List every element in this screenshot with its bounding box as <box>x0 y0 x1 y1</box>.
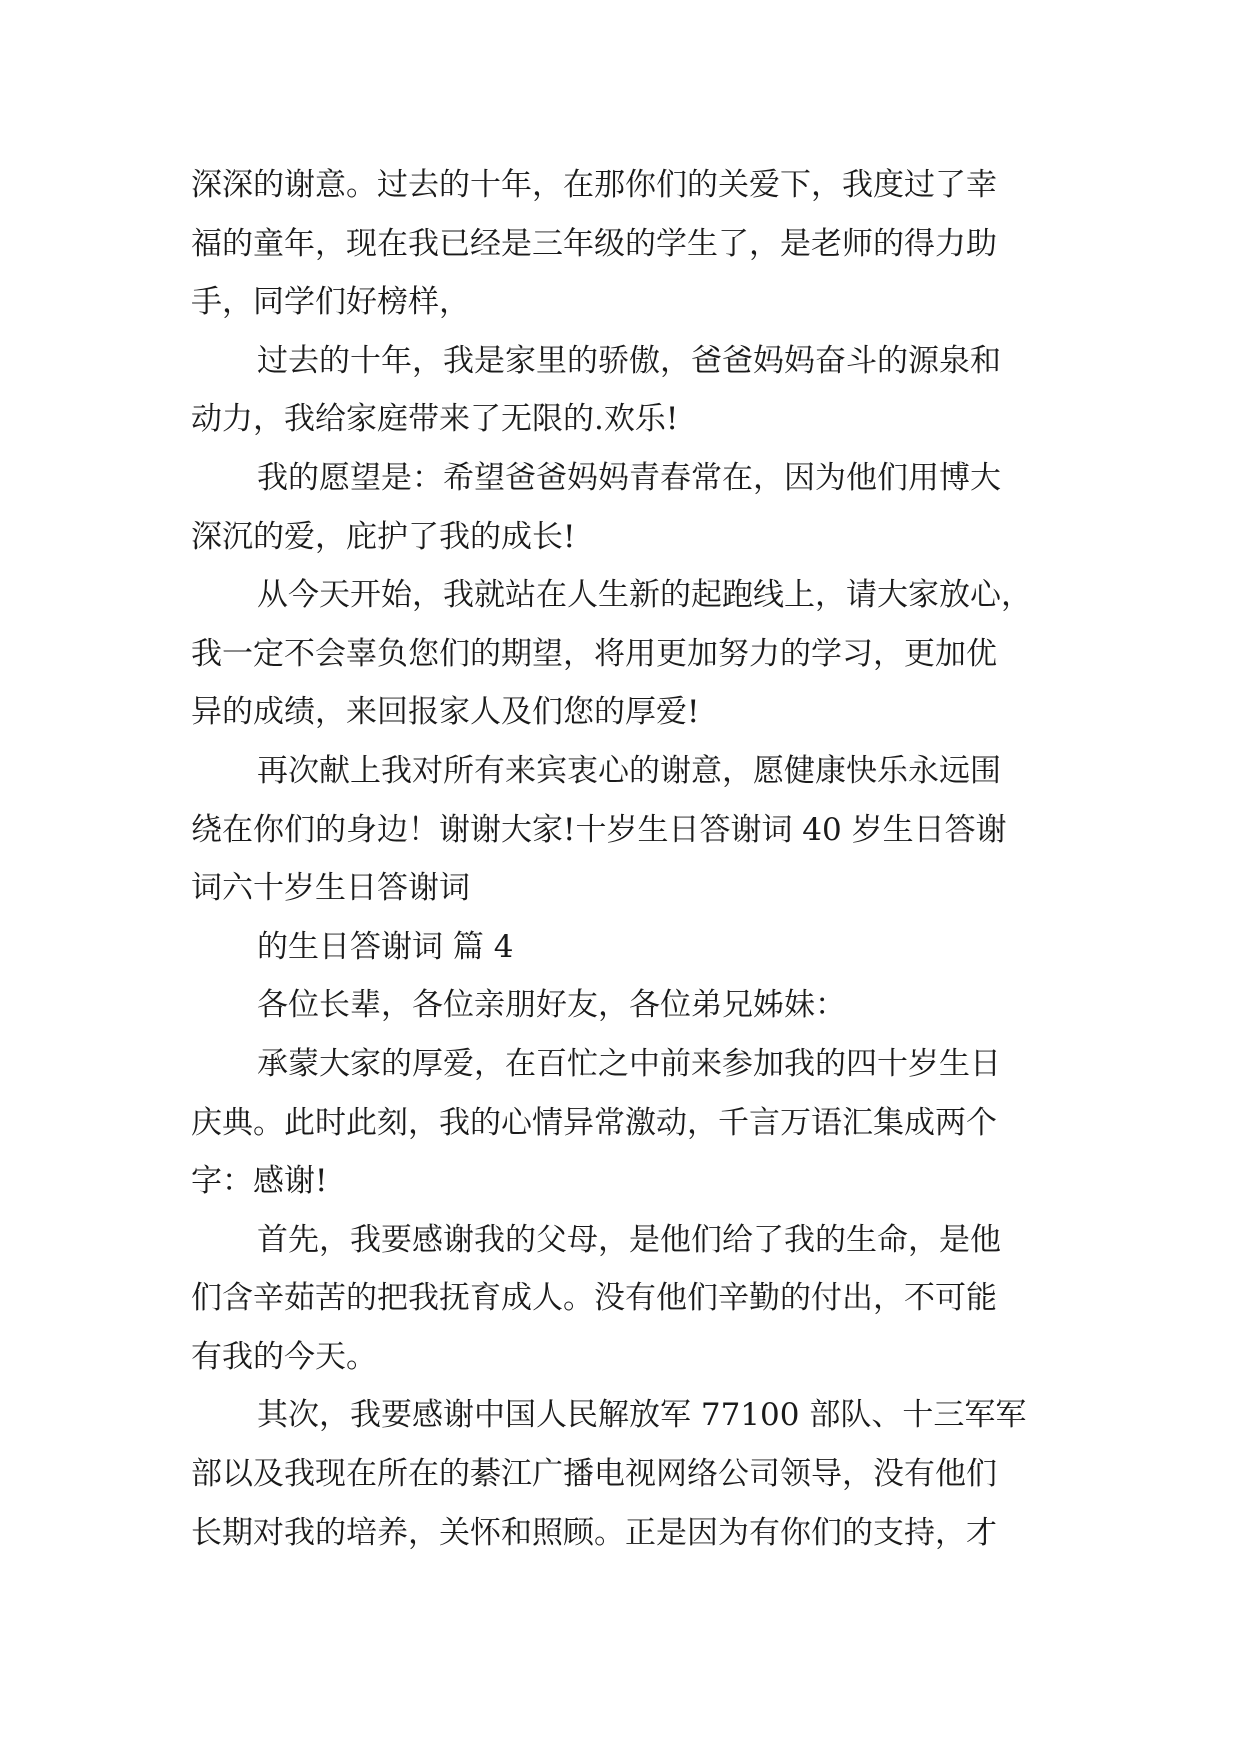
section-heading: 的生日答谢词 篇 4 <box>257 928 514 965</box>
text-line: 我一定不会辜负您们的期望，将用更加努力的学习，更加优 <box>191 635 997 672</box>
text-line: 福的童年，现在我已经是三年级的学生了，是老师的得力助 <box>191 225 997 262</box>
salutation: 各位长辈，各位亲朋好友，各位弟兄姊妹： <box>257 987 846 1024</box>
paragraph-first-line: 其次，我要感谢中国人民解放军 77100 部队、十三军军 <box>257 1397 1027 1434</box>
text-line: 字：感谢! <box>191 1163 328 1200</box>
text-line: 手，同学们好榜样， <box>191 284 470 321</box>
text-line: 绕在你们的身边！谢谢大家!十岁生日答谢词 40 岁生日答谢 <box>191 811 1007 848</box>
text-line: 有我的今天。 <box>191 1338 377 1375</box>
text-line: 长期对我的培养，关怀和照顾。正是因为有你们的支持，才 <box>191 1514 997 1551</box>
document-body <box>191 156 1061 1562</box>
paragraph-first-line: 我的愿望是：希望爸爸妈妈青春常在，因为他们用博大 <box>257 459 1001 496</box>
text-line: 动力，我给家庭带来了无限的.欢乐! <box>191 401 679 438</box>
text-line: 深深的谢意。过去的十年，在那你们的关爱下，我度过了幸 <box>191 167 997 203</box>
text-line: 词六十岁生日答谢词 <box>191 870 470 907</box>
text-line: 深沉的爱，庇护了我的成长! <box>191 518 576 555</box>
paragraph-first-line: 从今天开始，我就站在人生新的起跑线上，请大家放心， <box>257 577 1032 614</box>
text-line: 部以及我现在所在的綦江广播电视网络公司领导，没有他们 <box>191 1456 997 1493</box>
text-line: 庆典。此时此刻，我的心情异常激动，千言万语汇集成两个 <box>191 1104 997 1141</box>
paragraph-first-line: 承蒙大家的厚爱，在百忙之中前来参加我的四十岁生日 <box>257 1045 1001 1082</box>
paragraph-first-line: 再次献上我对所有来宾衷心的谢意，愿健康快乐永远围 <box>257 752 1001 789</box>
text-line: 异的成绩，来回报家人及们您的厚爱! <box>191 694 700 731</box>
text-line: 们含辛茹苦的把我抚育成人。没有他们辛勤的付出，不可能 <box>191 1280 997 1317</box>
paragraph-first-line: 过去的十年，我是家里的骄傲，爸爸妈妈奋斗的源泉和 <box>257 342 1001 379</box>
paragraph-first-line: 首先，我要感谢我的父母，是他们给了我的生命，是他 <box>257 1221 1001 1258</box>
